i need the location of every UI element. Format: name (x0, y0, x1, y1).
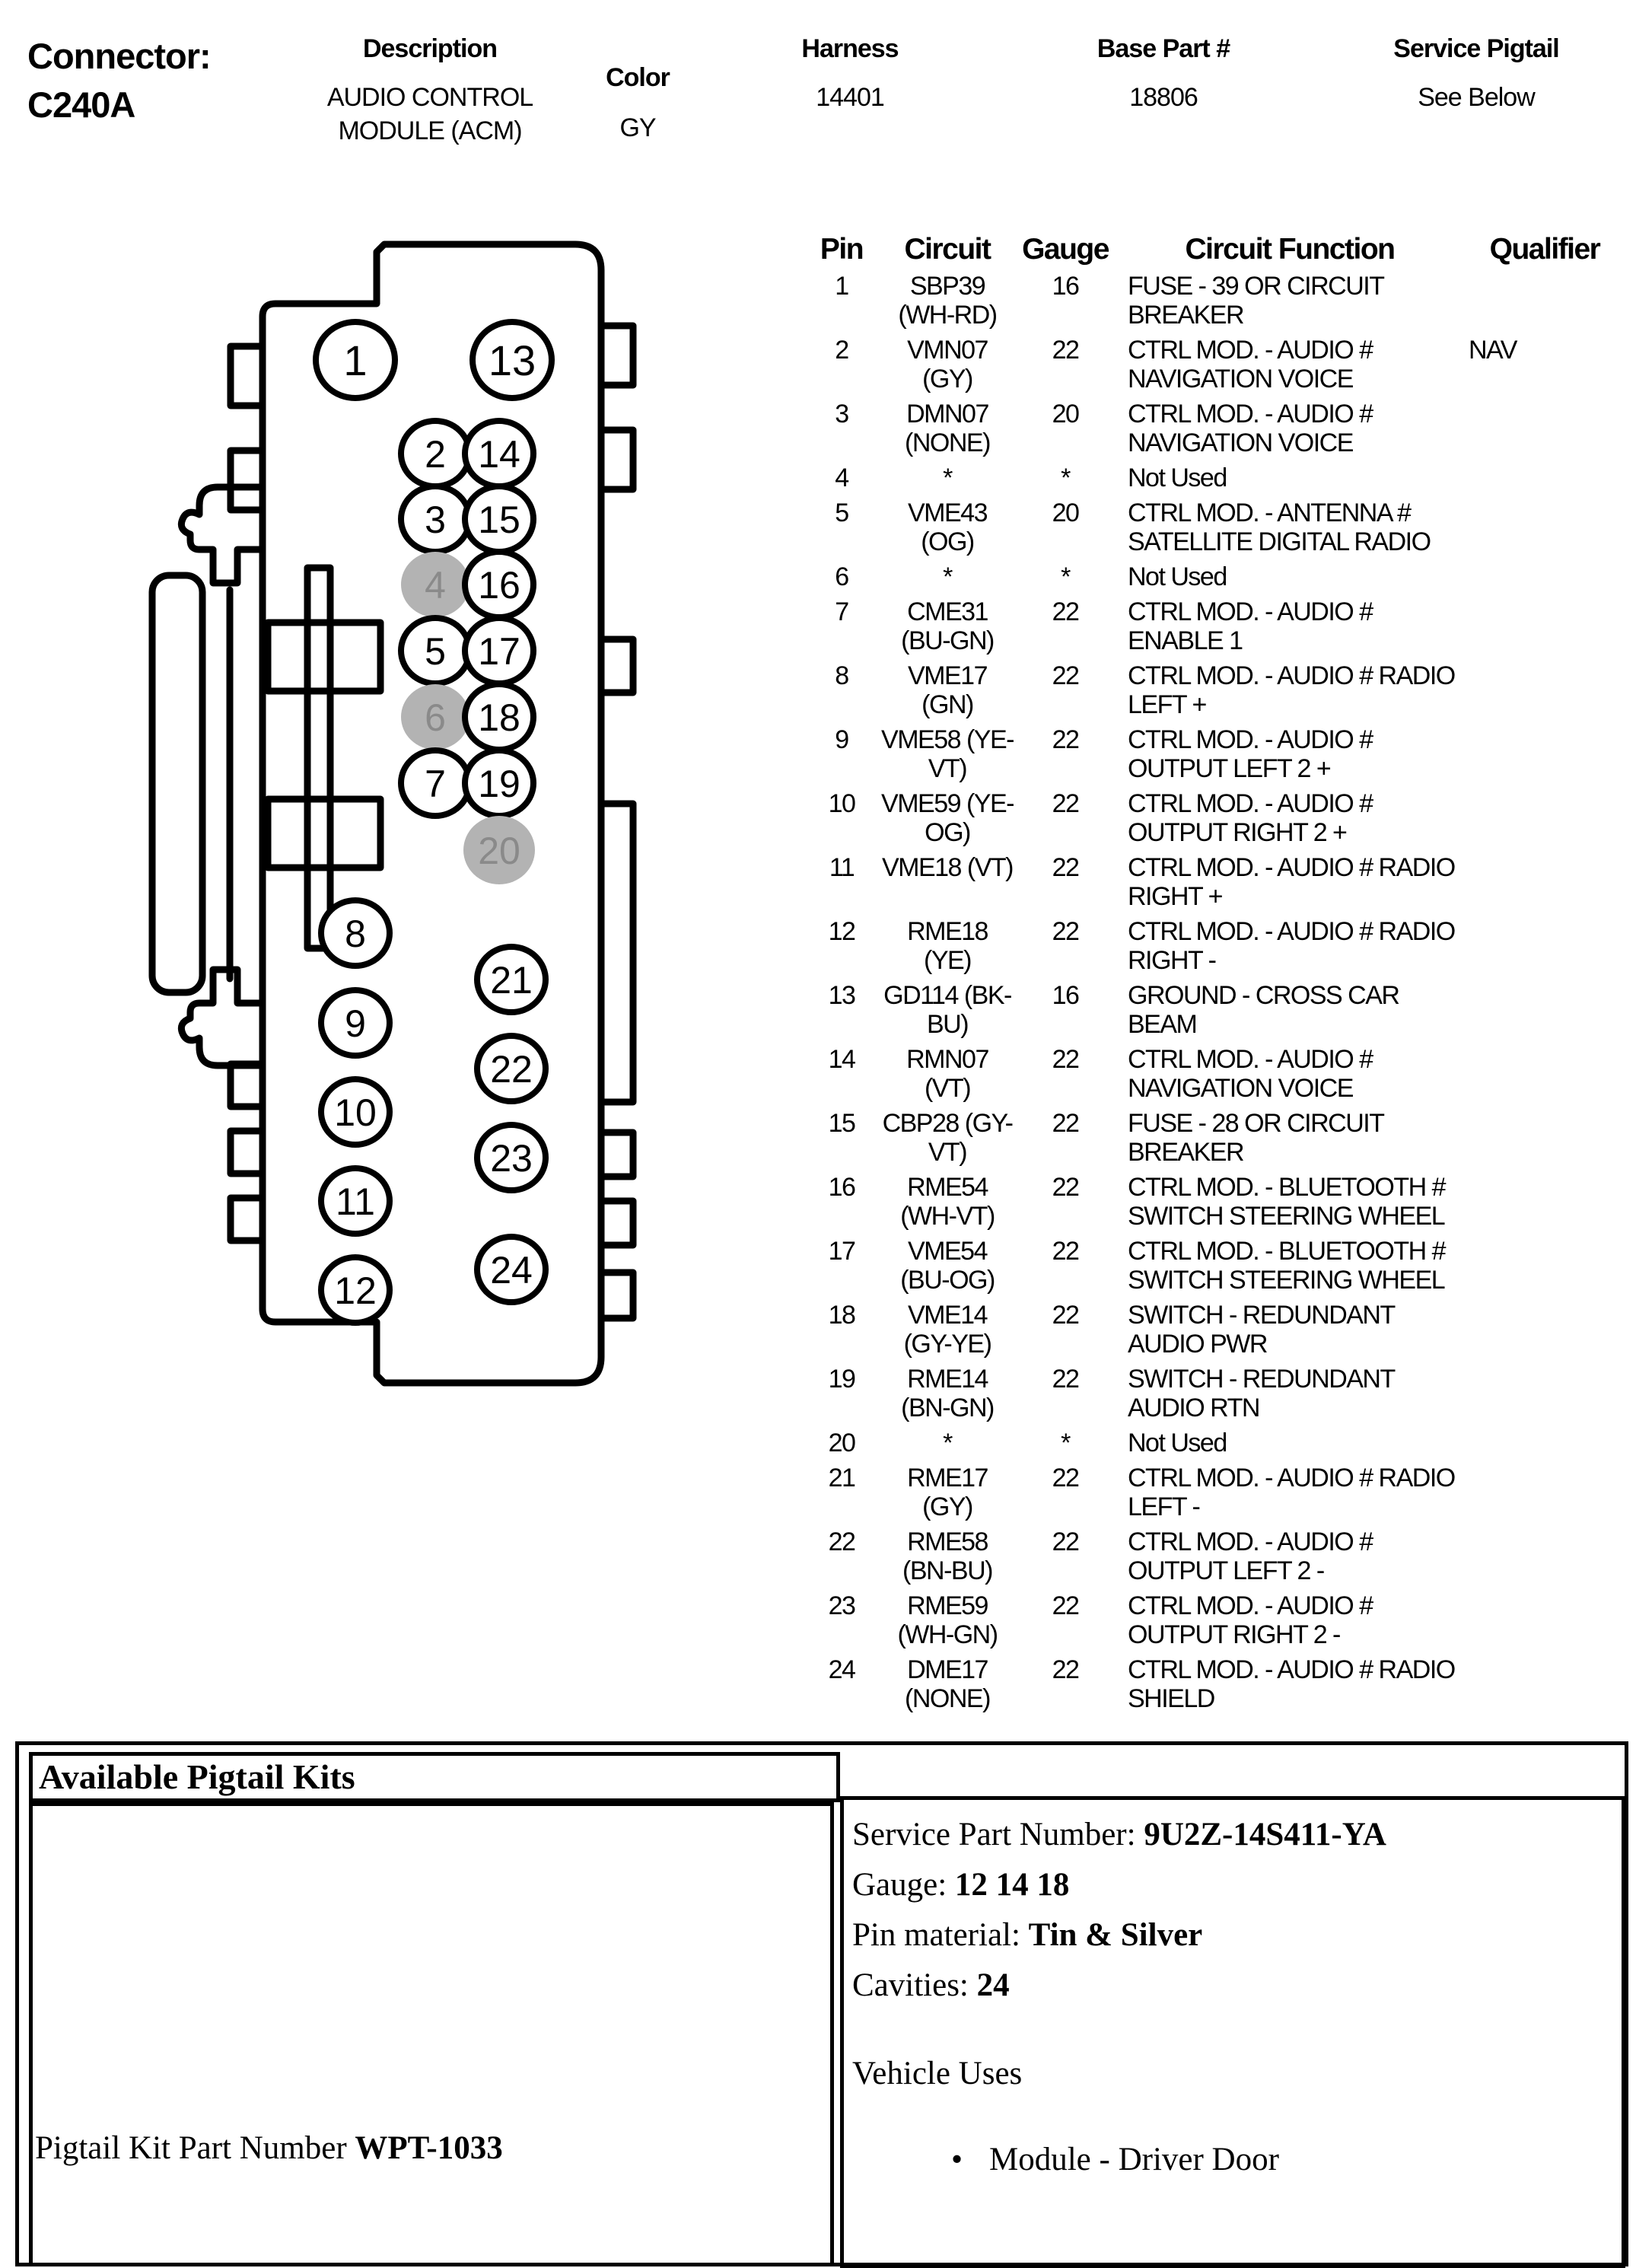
header-col-service-pigtail (1362, 33, 1590, 114)
pin-number: 21 (490, 959, 533, 1002)
pin-number: 10 (334, 1091, 377, 1134)
cell-circuit: CBP28 (GY-VT) (882, 1109, 1013, 1167)
cell-function: CTRL MOD. - AUDIO # OUTPUT RIGHT 2 + (1128, 789, 1373, 847)
cell-pin: 11 (829, 853, 855, 882)
cell-function: CTRL MOD. - AUDIO # NAVIGATION VOICE (1128, 336, 1373, 393)
cell-pin: 10 (828, 789, 855, 818)
gauge-value: 12 14 18 (954, 1867, 1070, 1903)
harness-value: 14401 (816, 83, 884, 112)
pin-24 (477, 1237, 546, 1302)
pin-14 (465, 421, 533, 486)
cell-circuit: DME17 (NONE) (905, 1655, 990, 1713)
col-header-function: Circuit Function (1185, 233, 1395, 266)
cell-gauge: * (1061, 463, 1070, 492)
base-part-label: Base Part # (1097, 34, 1230, 63)
cell-pin: 15 (828, 1109, 855, 1138)
cell-circuit: VME18 (VT) (881, 853, 1014, 882)
cell-function: SWITCH - REDUNDANT AUDIO RTN (1128, 1365, 1395, 1422)
pin-10 (321, 1079, 390, 1145)
pin-number: 7 (425, 763, 446, 805)
cell-gauge: 22 (1052, 1591, 1079, 1620)
cell-gauge: 22 (1052, 1527, 1079, 1556)
cell-gauge: 22 (1052, 1173, 1079, 1202)
pin-table-row (808, 463, 1621, 492)
cell-gauge: 22 (1052, 725, 1079, 754)
cell-function: CTRL MOD. - AUDIO # ENABLE 1 (1128, 597, 1373, 655)
pin-21 (477, 947, 546, 1012)
cell-gauge: 20 (1052, 400, 1079, 428)
gauge-label: Gauge: (852, 1867, 955, 1903)
pin-15 (465, 486, 533, 552)
left-tab (231, 1198, 263, 1241)
pin-table-row (808, 1527, 1621, 1585)
cell-circuit: GD114 (BK-BU) (883, 981, 1011, 1039)
pigtail-kit-box (29, 1802, 834, 2266)
cell-function: CTRL MOD. - AUDIO # RADIO LEFT + (1128, 661, 1455, 719)
pin-16 (465, 552, 533, 617)
pin-number: 13 (488, 336, 536, 384)
cell-function: GROUND - CROSS CAR BEAM (1128, 981, 1399, 1039)
cell-circuit: RME58 (BN-BU) (902, 1527, 992, 1585)
pin-table-row (808, 1655, 1621, 1713)
cell-pin: 3 (835, 400, 848, 428)
harness-label: Harness (801, 34, 899, 63)
cell-circuit: RMN07 (VT) (906, 1045, 988, 1103)
cell-function: SWITCH - REDUNDANT AUDIO PWR (1128, 1301, 1395, 1359)
pin-number: 18 (478, 696, 520, 739)
pin-table-row (808, 562, 1621, 591)
pin-number: 5 (425, 630, 446, 673)
pin-number: 20 (478, 830, 520, 872)
cell-function: Not Used (1128, 1429, 1227, 1457)
pin-number: 4 (425, 564, 446, 607)
header-col-harness (736, 33, 964, 114)
cavities-value: 24 (976, 1967, 1010, 2003)
cell-pin: 22 (828, 1527, 855, 1556)
gauge-line (852, 1866, 1606, 1904)
cell-function: CTRL MOD. - AUDIO # RADIO RIGHT - (1128, 917, 1455, 975)
cell-circuit: RME14 (BN-GN) (901, 1365, 994, 1422)
cell-pin: 2 (835, 336, 848, 365)
cell-gauge: 22 (1052, 1237, 1079, 1266)
cell-pin: 7 (835, 597, 848, 626)
cell-pin: 20 (828, 1429, 855, 1457)
pin-table-body (808, 272, 1621, 1713)
cell-circuit: VME14 (GY-YE) (903, 1301, 991, 1359)
pin-table-row (808, 853, 1621, 911)
cell-function: CTRL MOD. - AUDIO # OUTPUT LEFT 2 - (1128, 1527, 1373, 1585)
cell-gauge: 22 (1052, 1464, 1079, 1492)
cell-gauge: * (1061, 562, 1070, 591)
cell-pin: 6 (835, 562, 848, 591)
cell-function: Not Used (1128, 463, 1227, 492)
cell-pin: 21 (828, 1464, 855, 1492)
cell-gauge: 22 (1052, 1109, 1079, 1138)
cell-function: CTRL MOD. - AUDIO # OUTPUT RIGHT 2 - (1128, 1591, 1373, 1649)
cell-gauge: 20 (1052, 499, 1079, 527)
cell-circuit: DMN07 (NONE) (905, 400, 990, 457)
pin-number: 16 (478, 564, 520, 607)
pin-2 (401, 421, 469, 486)
right-tab (601, 1201, 633, 1245)
cell-function: CTRL MOD. - BLUETOOTH # SWITCH STEERING WHEEL (1128, 1173, 1445, 1231)
cell-circuit: RME17 (GY) (907, 1464, 988, 1521)
cell-circuit: * (943, 463, 952, 492)
service-pigtail-value: See Below (1418, 83, 1535, 112)
pin-number: 9 (345, 1002, 366, 1045)
pin-number: 22 (490, 1048, 533, 1091)
cell-circuit: VME58 (YE-VT) (881, 725, 1014, 783)
pin-table-row (808, 1237, 1621, 1295)
description-label: Description (362, 34, 498, 63)
pin-table-row (808, 789, 1621, 847)
cell-circuit: RME59 (WH-GN) (897, 1591, 998, 1649)
pin-table (808, 232, 1621, 1719)
cell-circuit: VME54 (BU-OG) (900, 1237, 995, 1295)
pin-number: 1 (343, 336, 368, 384)
color-value: GY (619, 113, 656, 142)
pin-number: 2 (425, 433, 446, 476)
service-part-number-value: 9U2Z-14S411-YA (1144, 1817, 1386, 1852)
pin-6 (401, 684, 469, 750)
cavities-line (852, 1967, 1606, 2005)
pin-table-header (808, 232, 1621, 267)
pin-material-line (852, 1916, 1606, 1954)
pin-1 (316, 322, 395, 398)
pigtail-kit-label: Pigtail Kit Part Number (35, 2130, 355, 2166)
cell-pin: 4 (835, 463, 848, 492)
pin-20 (463, 816, 535, 884)
cell-gauge: 22 (1052, 853, 1079, 882)
pin-9 (321, 990, 390, 1056)
right-tab (601, 1273, 633, 1318)
cell-gauge: 16 (1052, 272, 1079, 301)
pin-17 (465, 618, 533, 683)
cell-gauge: 22 (1052, 336, 1079, 365)
cell-gauge: 22 (1052, 661, 1079, 690)
right-tab (601, 326, 633, 385)
pin-table-row (808, 917, 1621, 975)
cell-circuit: VMN07 (GY) (907, 336, 988, 393)
left-tab (231, 1064, 263, 1107)
cell-circuit: VME59 (YE-OG) (881, 789, 1014, 847)
pin-number: 12 (334, 1269, 377, 1312)
cell-gauge: * (1061, 1429, 1070, 1457)
pin-table-row (808, 1429, 1621, 1457)
bracket-top-hook (181, 487, 263, 583)
pin-table-row (808, 336, 1621, 393)
cell-function: CTRL MOD. - AUDIO # OUTPUT LEFT 2 + (1128, 725, 1373, 783)
cell-circuit: RME18 (YE) (907, 917, 988, 975)
cell-pin: 12 (828, 917, 855, 946)
cell-pin: 9 (835, 725, 848, 754)
right-rail (601, 804, 633, 1102)
pin-7 (401, 750, 469, 816)
cell-pin: 18 (828, 1301, 855, 1330)
pin-5 (401, 618, 469, 683)
pin-table-row (808, 1464, 1621, 1521)
pin-table-row (808, 1301, 1621, 1359)
cell-function: CTRL MOD. - AUDIO # RADIO LEFT - (1128, 1464, 1455, 1521)
col-header-circuit: Circuit (904, 233, 991, 266)
left-tab (231, 1131, 263, 1174)
cell-function: FUSE - 28 OR CIRCUIT BREAKER (1128, 1109, 1383, 1167)
cell-function: Not Used (1128, 562, 1227, 591)
cell-function: CTRL MOD. - AUDIO # NAVIGATION VOICE (1128, 1045, 1373, 1103)
pin-3 (401, 486, 469, 552)
pin-number: 3 (425, 499, 446, 541)
cell-circuit: RME54 (WH-VT) (900, 1173, 995, 1231)
service-part-number-label: Service Part Number: (852, 1817, 1144, 1852)
description-value: AUDIO CONTROL MODULE (ACM) (326, 83, 533, 145)
cell-qualifier: NAV (1469, 336, 1517, 365)
vehicle-uses-title: Vehicle Uses (852, 2056, 1023, 2091)
cell-pin: 17 (828, 1237, 855, 1266)
pin-number: 11 (336, 1180, 375, 1223)
cell-gauge: 22 (1052, 789, 1079, 818)
connector-id: C240A (27, 84, 135, 125)
cell-pin: 5 (835, 499, 848, 527)
pin-material-label: Pin material: (852, 1917, 1029, 1953)
pin-table-row (808, 400, 1621, 457)
cell-pin: 19 (828, 1365, 855, 1394)
pin-table-row (808, 499, 1621, 556)
cell-pin: 1 (835, 272, 848, 301)
connector-label: Connector: (27, 36, 211, 76)
pin-table-row (808, 661, 1621, 719)
col-header-gauge: Gauge (1022, 233, 1109, 266)
cell-circuit: SBP39 (WH-RD) (898, 272, 997, 330)
cell-function: CTRL MOD. - AUDIO # RADIO SHIELD (1128, 1655, 1455, 1713)
service-pigtail-label: Service Pigtail (1393, 34, 1559, 63)
pin-number: 24 (490, 1249, 533, 1292)
pin-table-row (808, 1173, 1621, 1231)
bracket-bar (152, 575, 202, 992)
pin-number: 17 (478, 630, 520, 673)
cell-pin: 14 (828, 1045, 855, 1074)
pigtail-kit-line (35, 2129, 796, 2167)
right-tab (601, 430, 633, 489)
color-label: Color (606, 63, 670, 92)
pin-22 (477, 1036, 546, 1101)
left-tab (231, 346, 263, 406)
cell-pin: 23 (828, 1591, 855, 1620)
cell-function: CTRL MOD. - ANTENNA # SATELLITE DIGITAL RADIO (1128, 499, 1431, 556)
pin-4 (401, 552, 469, 617)
pin-table-row (808, 1109, 1621, 1167)
pin-table-row (808, 597, 1621, 655)
cell-pin: 16 (828, 1173, 855, 1202)
pin-table-row (808, 981, 1621, 1039)
pin-table-row (808, 1045, 1621, 1103)
pin-12 (321, 1257, 390, 1323)
pin-number: 23 (490, 1137, 533, 1180)
cell-function: CTRL MOD. - AUDIO # RADIO RIGHT + (1128, 853, 1455, 911)
cell-circuit: VME43 (OG) (908, 499, 987, 556)
cell-gauge: 16 (1052, 981, 1079, 1010)
pin-19 (465, 750, 533, 816)
pin-number: 6 (425, 696, 446, 739)
pin-18 (465, 684, 533, 750)
cell-pin: 8 (835, 661, 848, 690)
pigtail-kit-number: WPT-1033 (355, 2130, 503, 2166)
pin-number: 19 (478, 763, 520, 805)
cell-pin: 13 (828, 981, 855, 1010)
cell-circuit: CME31 (BU-GN) (901, 597, 994, 655)
vehicle-uses-list (906, 2140, 1279, 2180)
cell-circuit: * (943, 1429, 952, 1457)
left-tab (231, 451, 263, 510)
pin-table-row (808, 272, 1621, 330)
pin-11 (321, 1168, 390, 1234)
cell-gauge: 22 (1052, 1655, 1079, 1684)
base-part-value: 18806 (1129, 83, 1198, 112)
pin-table-row (808, 1591, 1621, 1649)
pin-table-row (808, 1365, 1621, 1422)
connector-diagram (0, 0, 685, 1446)
pin-13 (473, 322, 552, 398)
bracket-bottom-hook (181, 970, 263, 1066)
pin-table-row (808, 725, 1621, 783)
cell-gauge: 22 (1052, 597, 1079, 626)
cell-circuit: * (943, 562, 952, 591)
right-tab (601, 1132, 633, 1177)
service-part-number-line (852, 1816, 1606, 1854)
vehicle-use-item: • Module - Driver Door (906, 2140, 1279, 2180)
cell-gauge: 22 (1052, 1045, 1079, 1074)
pin-number: 8 (345, 913, 366, 955)
pin-material-value: Tin & Silver (1028, 1917, 1203, 1953)
cell-circuit: VME17 (GN) (908, 661, 987, 719)
col-header-qualifier: Qualifier (1489, 233, 1600, 266)
header-col-base-part (1049, 33, 1278, 114)
pin-number: 15 (478, 499, 520, 541)
right-tab (601, 639, 633, 693)
cell-gauge: 22 (1052, 917, 1079, 946)
pigtail-kits-title: Available Pigtail Kits (29, 1752, 840, 1802)
cell-gauge: 22 (1052, 1301, 1079, 1330)
cell-function: CTRL MOD. - AUDIO # NAVIGATION VOICE (1128, 400, 1373, 457)
cell-function: FUSE - 39 OR CIRCUIT BREAKER (1128, 272, 1383, 330)
pin-number: 14 (478, 433, 520, 476)
col-header-pin: Pin (820, 233, 864, 266)
cell-gauge: 22 (1052, 1365, 1079, 1394)
cavities-label: Cavities: (852, 1967, 977, 2003)
pin-23 (477, 1125, 546, 1190)
cell-function: CTRL MOD. - BLUETOOTH # SWITCH STEERING WHEEL (1128, 1237, 1445, 1295)
cell-pin: 24 (828, 1655, 855, 1684)
pin-8 (321, 900, 390, 966)
